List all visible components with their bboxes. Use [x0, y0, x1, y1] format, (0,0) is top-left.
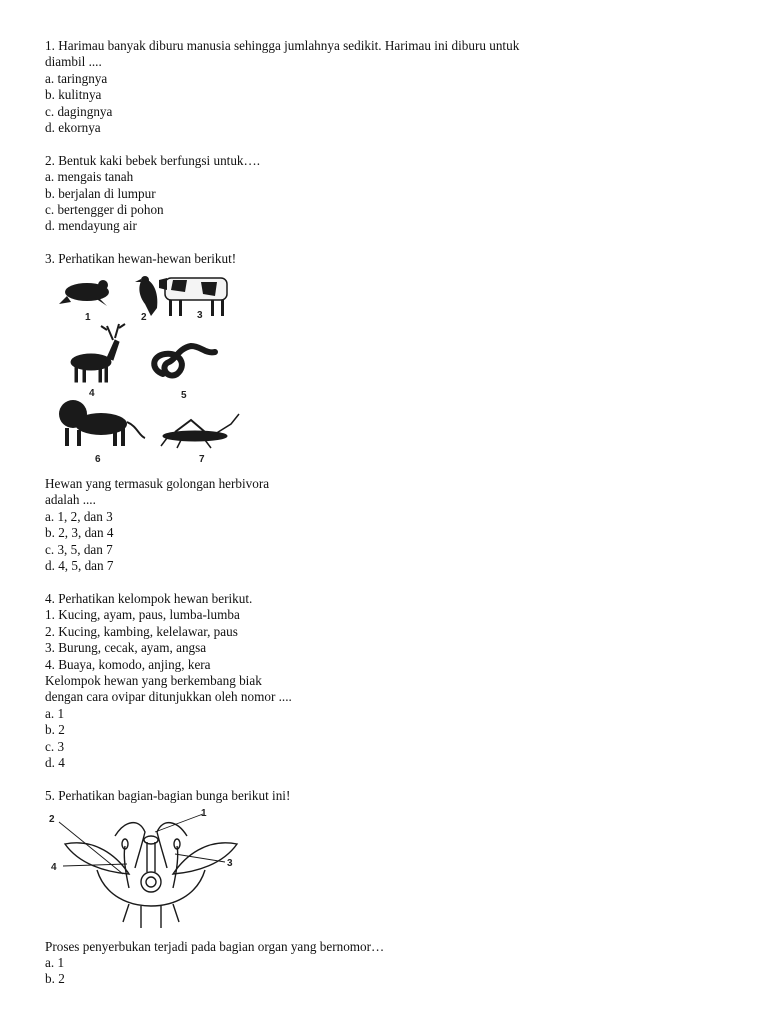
lion-icon [59, 400, 145, 446]
flower-label-1: 1 [201, 808, 207, 820]
question-5-question: Proses penyerbukan terjadi pada bagian organ yang bernomor… [45, 938, 385, 954]
question-1-option-c: c. dagingnya [45, 103, 113, 119]
question-3 [45, 251, 735, 574]
animal-label-5: 5 [181, 389, 187, 401]
question-3-option-c: c. 3, 5, dan 7 [45, 541, 113, 557]
question-5-option-b: b. 2 [45, 971, 65, 987]
question-4-group-3: 3. Burung, cecak, ayam, angsa [45, 640, 207, 656]
animal-label-1: 1 [85, 311, 91, 323]
flower-label-2: 2 [49, 814, 55, 826]
animals-illustration [55, 274, 255, 466]
bird-icon [135, 276, 157, 316]
question-2-option-c: c. bertengger di pohon [45, 202, 164, 218]
question-1-option-d: d. ekornya [45, 120, 101, 136]
question-4-group-1: 1. Kucing, ayam, paus, lumba-lumba [45, 607, 240, 623]
flower-label-3: 3 [227, 858, 233, 870]
question-4-stem-line: 4. Perhatikan kelompok hewan berikut. [45, 590, 253, 606]
question-2-option-a: a. mengais tanah [45, 169, 134, 185]
flower-label-4: 4 [51, 862, 57, 874]
question-3-option-b: b. 2, 3, dan 4 [45, 525, 114, 541]
question-1-stem-line: 1. Harimau banyak diburu manusia sehingga jumlahnya sedikit. Harimau ini diburu untuk [45, 38, 520, 53]
animal-label-7: 7 [199, 453, 205, 465]
question-2-option-b: b. berjalan di lumpur [45, 185, 156, 201]
animal-label-3: 3 [197, 309, 203, 321]
grasshopper-icon [161, 414, 239, 448]
animal-label-4: 4 [89, 387, 95, 399]
animal-label-2: 2 [141, 311, 147, 323]
animal-label-6: 6 [95, 453, 101, 465]
question-4-option-c: c. 3 [45, 738, 65, 754]
question-1-option-b: b. kulitnya [45, 87, 102, 103]
question-1 [45, 38, 735, 136]
question-1-stem-line: diambil .... [45, 54, 102, 70]
flower-figure [45, 808, 735, 932]
question-4-group-2: 2. Kucing, kambing, kelelawar, paus [45, 623, 238, 639]
frog-icon [59, 280, 109, 306]
flower-icon [59, 814, 237, 928]
question-5 [45, 788, 735, 988]
question-3-question-line: Hewan yang termasuk golongan herbivora [45, 476, 270, 492]
cow-icon [159, 278, 227, 316]
question-3-question-line: adalah .... [45, 492, 96, 508]
question-4-stem-line: Kelompok hewan yang berkembang biak [45, 672, 262, 688]
question-4-group-4: 4. Buaya, komodo, anjing, kera [45, 656, 211, 672]
question-4-stem-line: dengan cara ovipar ditunjukkan oleh nomor .... [45, 689, 292, 705]
question-5-option-a: a. 1 [45, 954, 65, 970]
question-3-stem: 3. Perhatikan hewan-hewan berikut! [45, 251, 237, 267]
question-4 [45, 591, 735, 771]
question-4-option-b: b. 2 [45, 722, 65, 738]
animals-figure [55, 274, 735, 470]
question-4-option-d: d. 4 [45, 754, 65, 770]
question-2-stem: 2. Bentuk kaki bebek berfungsi untuk…. [45, 152, 260, 168]
question-3-option-a: a. 1, 2, dan 3 [45, 508, 113, 524]
deer-icon [71, 324, 125, 382]
question-3-option-d: d. 4, 5, dan 7 [45, 558, 114, 574]
flower-diagram [45, 808, 245, 928]
question-2 [45, 153, 735, 235]
question-4-option-a: a. 1 [45, 705, 65, 721]
worksheet [45, 38, 735, 988]
question-1-option-a: a. taringnya [45, 70, 108, 86]
question-5-stem: 5. Perhatikan bagian-bagian bunga berikut ini! [45, 787, 291, 803]
question-2-option-d: d. mendayung air [45, 218, 137, 234]
snake-icon [154, 346, 215, 375]
